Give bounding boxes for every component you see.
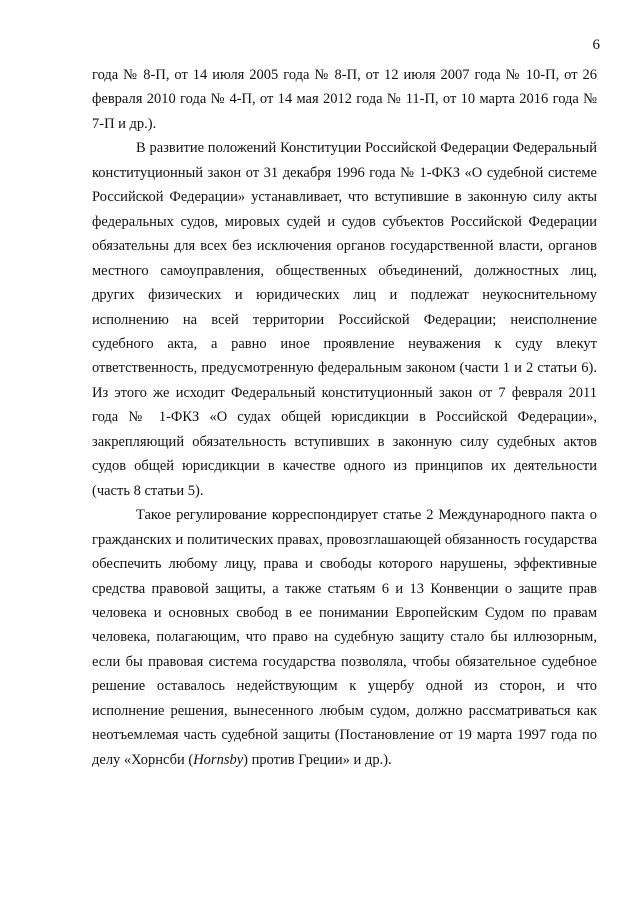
paragraph-international-covenant [92,503,597,772]
paragraph-text-after-italic: ) против Греции» и др.). [243,751,392,768]
paragraph-continuation: года № 8-П, от 14 июля 2005 года № 8-П, от 12 июля 2007 года № 10-П, от 26 февраля 2010 года № 4-П, от 14 мая 2012 года № 11-П, от 10 марта 2016 года № 7-П и др.). [92,67,597,132]
italic-case-name: Hornsby [193,751,244,768]
paragraph-fkz-judicial-system: В развитие положений Конституции Российской Федерации Федеральный конституционный закон от 31 декабря 1996 года № 1-ФКЗ «О судебной системе Российской Федерации» устанавливает, что вступившие в законную силу акты федеральных судов, мировых судей и судов субъектов Российской Федерации обязательны для всех без исключения органов государственной власти, органов местного самоуправления, общественных объединений, должностных лиц, других физических и юридических лиц и подлежат неукоснительному исполнению на всей территории Российской Федерации; неисполнение судебного акта, а равно иное проявление неуважения к суду влекут ответственность, предусмотренную федеральным законом (части 1 и 2 статьи 6). Из этого же исходит Федеральный конституционный закон от 7 февраля 2011 года № 1-ФКЗ «О судах общей юрисдикции в Российской Федерации», закрепляющий обязательность вступивших в законную силу судебных актов судов общей юрисдикции в качестве одного из принципов их деятельности (часть 8 статьи 5). [92,140,597,499]
document-body [92,63,597,772]
page-number: 6 [592,37,600,53]
paragraph-text-before-italic: Такое регулирование корреспондирует статье 2 Международного пакта о гражданских и политических правах, провозглашающей обязанность государства обеспечить любому лицу, права и свободы которого нарушены, эффективные средства правовой защиты, а также статьям 6 и 13 Конвенции о защите прав человека и основных свобод в ее понимании Европейским Судом по правам человека, полагающим, что право на судебную защиту стало бы иллюзорным, если бы правовая система государства позволяла, чтобы обязательное судебное решение оставалось недействующим к ущербу одной из сторон, и что исполнение решения, вынесенного любым судом, должно рассматриваться как неотъемлемая часть судебной защиты (Постановление от 19 марта 1997 года по делу «Хорнсби ( [92,507,597,768]
